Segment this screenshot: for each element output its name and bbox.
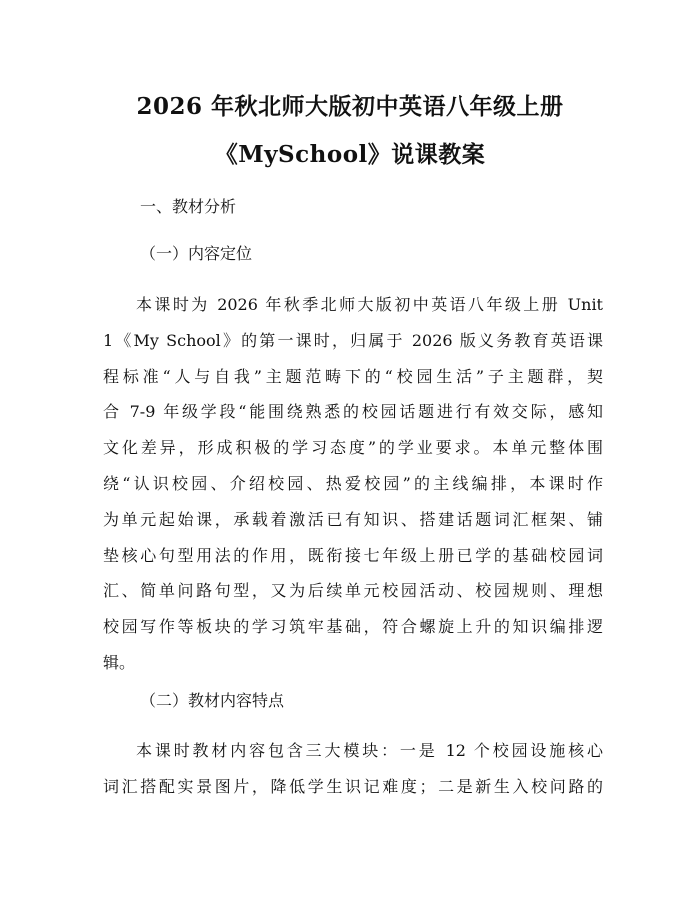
document-title-line-1: 2026 年秋北师大版初中英语八年级上册 <box>136 93 564 120</box>
paragraph-line: 文化差异，形成积极的学习态度”的学业要求。本单元整体围 <box>103 438 603 458</box>
paragraph-line: 辑。 <box>103 652 136 672</box>
paragraph-line: 汇、简单问路句型，又为后续单元校园活动、校园规则、理想 <box>103 581 603 601</box>
document-title-line-2: 《MySchool》说课教案 <box>214 141 486 168</box>
paragraph-content-positioning <box>103 287 603 681</box>
paragraph-line: 校园写作等板块的学习筑牢基础，符合螺旋上升的知识编排逻 <box>103 617 603 637</box>
section-heading-textbook-analysis: 一、教材分析 <box>140 197 237 216</box>
paragraph-line: 1《My School》的第一课时，归属于 2026 版义务教育英语课 <box>103 330 603 350</box>
paragraph-line: 绕“认识校园、介绍校园、热爱校园”的主线编排，本课时作 <box>103 473 603 493</box>
subsection-heading-content-features: （二）教材内容特点 <box>140 691 285 710</box>
paragraph-line: 合 7-9 年级学段“能围绕熟悉的校园话题进行有效交际，感知 <box>103 402 603 422</box>
paragraph-line: 垫核心句型用法的作用，既衔接七年级上册已学的基础校园词 <box>103 545 603 565</box>
paragraph-line: 为单元起始课，承载着激活已有知识、搭建话题词汇框架、铺 <box>103 509 603 529</box>
paragraph-line: 本课时教材内容包含三大模块：一是 12 个校园设施核心 <box>136 741 603 760</box>
subsection-heading-content-positioning: （一）内容定位 <box>140 244 253 263</box>
paragraph-line: 本课时为 2026 年秋季北师大版初中英语八年级上册 Unit <box>136 295 603 314</box>
paragraph-content-features <box>103 733 603 805</box>
paragraph-line: 词汇搭配实景图片，降低学生识记难度；二是新生入校问路的 <box>103 776 603 796</box>
paragraph-line: 程标准“人与自我”主题范畴下的“校园生活”子主题群，契 <box>103 366 603 386</box>
